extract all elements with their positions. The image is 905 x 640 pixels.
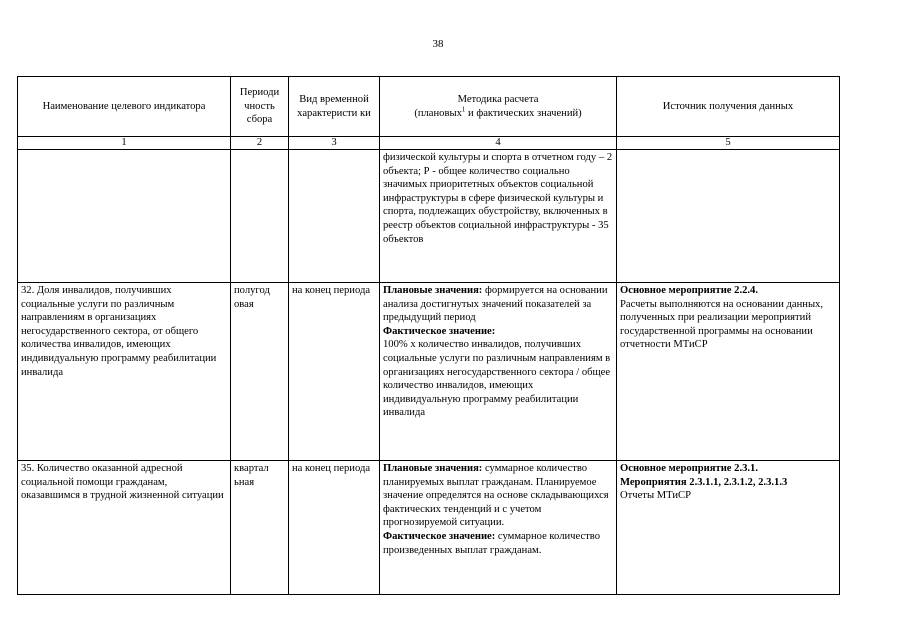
plan-values-label: Плановые значения: [383, 463, 483, 474]
header-method-footnote: 1 [461, 105, 466, 114]
cell-periodicity-empty [231, 150, 289, 283]
plan-values-label: Плановые значения: [383, 285, 483, 296]
plan-values-text: суммарное количество планируемых выплат гражданам. Планируемое значение определятся на основе складывающихся фактических тенденций и с учетом прогнозируемой ситуации. [383, 463, 609, 529]
header-method-line2 [383, 107, 613, 121]
header-method-line2-pre: (плановых [414, 108, 462, 119]
cell-data-source [617, 283, 840, 461]
column-number: 4 [380, 137, 617, 150]
table-row-indicator-35 [18, 461, 840, 595]
cell-periodicity: полугод овая [231, 283, 289, 461]
cell-data-source [617, 461, 840, 595]
fact-value-label: Фактическое значение: [383, 530, 496, 542]
page-number: 38 [432, 38, 444, 50]
cell-indicator-name: 32. Доля инвалидов, получивших социальные услуги по различным направлениям в организациях негосударственного сектора, от общего количества инвалидов, имеющих индивидуальную программу реабилитации инвалида [18, 283, 231, 461]
cell-source-empty [617, 150, 840, 283]
table-row-continuation [18, 150, 840, 283]
source-activities-label: Мероприятия 2.3.1.1, 2.3.1.2, 2.3.1.3 [620, 476, 788, 488]
header-method-line2-post: и фактических значений) [465, 108, 582, 119]
header-indicator-name: Наименование целевого индикатора [18, 77, 231, 137]
source-description: Отчеты МТиСР [620, 490, 691, 502]
plan-values-text: формируется на основании анализа достигнутых значений показателей за предыдущий период [383, 285, 608, 324]
header-row [18, 77, 840, 137]
column-number-row [18, 137, 840, 150]
fact-value-text: суммарное количество произведенных выплат гражданам. [383, 530, 601, 556]
source-main-activity-label: Основное мероприятие 2.2.4. [620, 285, 758, 296]
column-number: 5 [617, 137, 840, 150]
cell-calculation-method [380, 283, 617, 461]
header-periodicity: Периоди чность сбора [231, 77, 289, 137]
cell-method-continuation: физической культуры и спорта в отчетном году – 2 объекта; Р - общее количество социально значимых приоритетных объектов социальной инфраструктуры в сфере физической культуры и спорта, подлежащих обустройству, включенных в реестр объектов социальной инфраструктуры - 35 объектов [380, 150, 617, 283]
table-row-indicator-32 [18, 283, 840, 461]
source-description: Расчеты выполняются на основании данных, полученных при реализации мероприятий государственной программы на основании отчетности МТиСР [620, 298, 824, 351]
cell-calculation-method [380, 461, 617, 595]
source-main-activity-label: Основное мероприятие 2.3.1. [620, 463, 758, 474]
header-calculation-method [380, 77, 617, 137]
header-data-source: Источник получения данных [617, 77, 840, 137]
cell-periodicity: квартал ьная [231, 461, 289, 595]
cell-time-type: на конец периода [289, 461, 380, 595]
column-number: 1 [18, 137, 231, 150]
column-number: 2 [231, 137, 289, 150]
cell-time-type: на конец периода [289, 283, 380, 461]
column-number: 3 [289, 137, 380, 150]
fact-value-paragraph [383, 530, 613, 557]
fact-value-label: Фактическое значение: [383, 325, 496, 337]
cell-indicator-name: 35. Количество оказанной адресной социальной помощи гражданам, оказавшимся в трудной жизненной ситуации [18, 461, 231, 595]
indicators-table [17, 76, 840, 595]
cell-name-empty [18, 150, 231, 283]
header-time-type: Вид временной характеристи ки [289, 77, 380, 137]
cell-time-type-empty [289, 150, 380, 283]
header-method-line1: Методика расчета [457, 94, 539, 106]
fact-value-text: 100% х количество инвалидов, получивших социальные услуги по различным направлениям в организациях негосударственного сектора / общее количество инвалидов, имеющих индивидуальную программу реабилитации инвалида [383, 339, 611, 419]
